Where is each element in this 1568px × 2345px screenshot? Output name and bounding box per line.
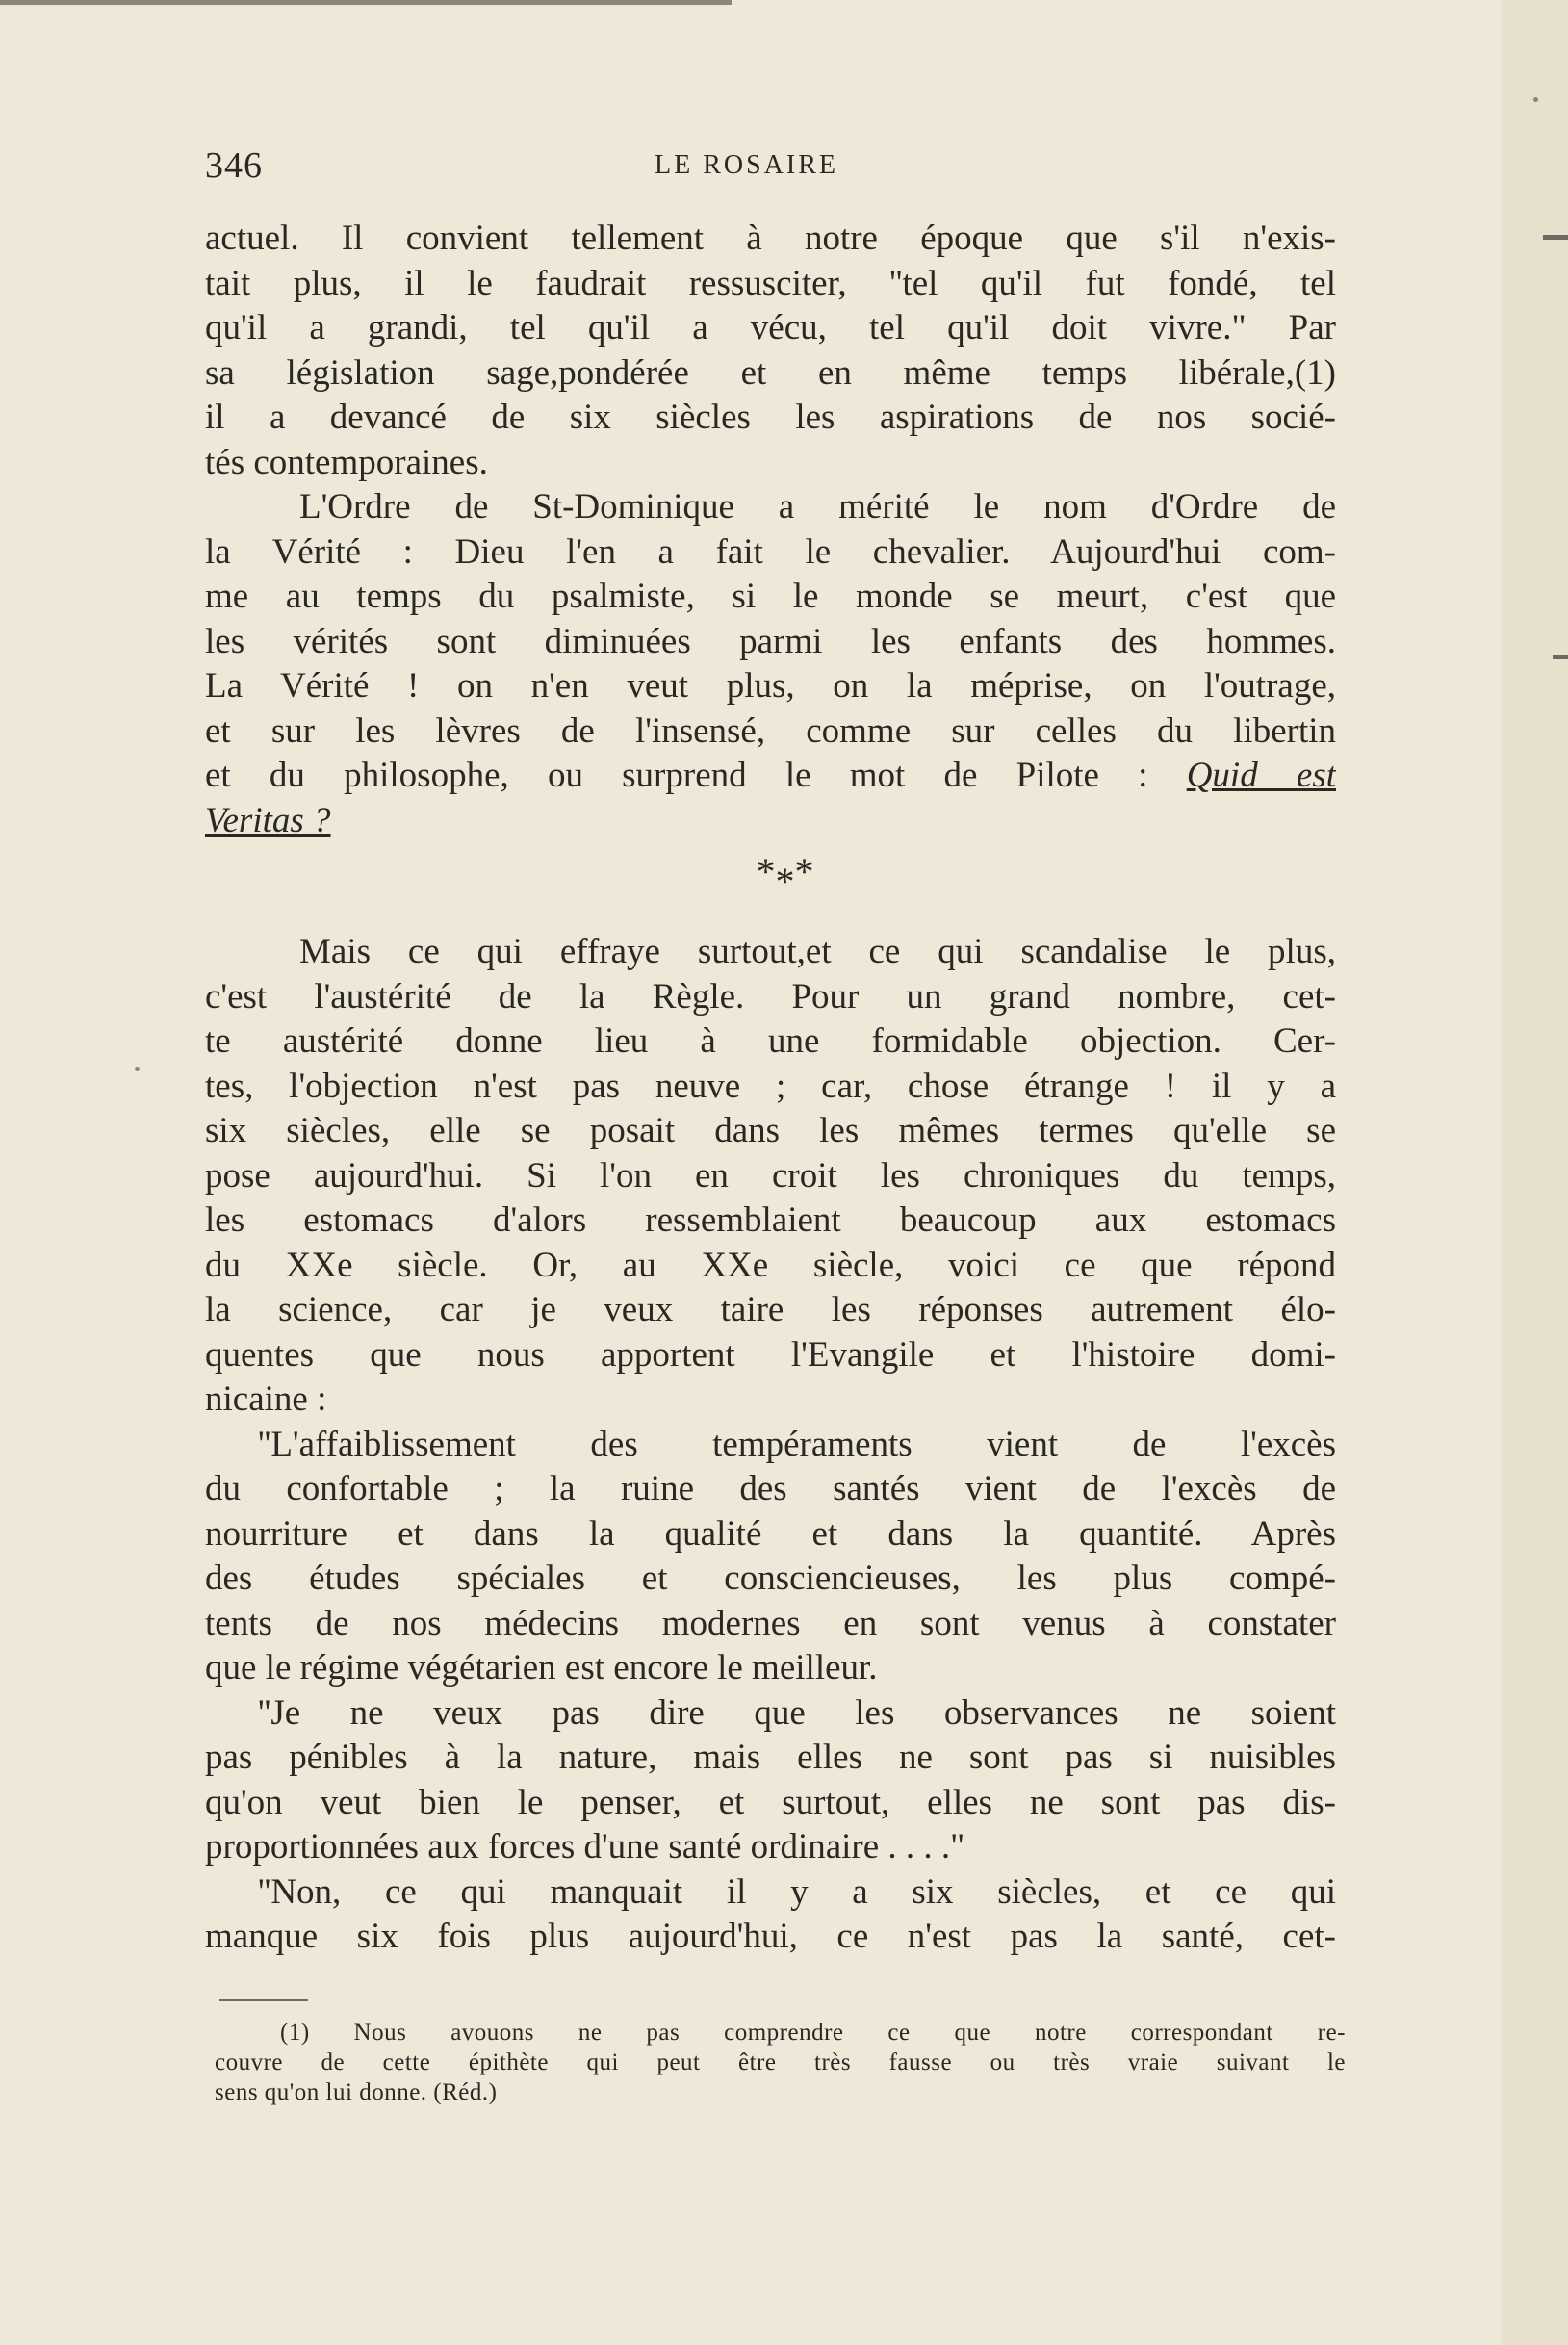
- text-line: que le régime végétarien est encore le meilleur.: [205, 1648, 878, 1688]
- text-line: pose aujourd'hui. Si l'on en croit les chroniques du temps,: [205, 1155, 1336, 1196]
- text-line: c'est l'austérité de la Règle. Pour un grand nombre, cet-: [205, 976, 1336, 1017]
- text-line: me au temps du psalmiste, si le monde se meurt, c'est que: [205, 577, 1336, 616]
- top-edge-rule: [0, 0, 732, 5]
- text-line: te austérité donne lieu à une formidable objection. Cer-: [205, 1021, 1336, 1061]
- text-line: manque six fois plus aujourd'hui, ce n'est pas la santé, cet-: [205, 1917, 1336, 1956]
- paragraph: [205, 485, 1336, 843]
- text-line: La Vérité ! on n'en veut plus, on la méprise, on l'outrage,: [205, 666, 1336, 706]
- text-line: la science, car je veux taire les réponses autrement élo-: [205, 1290, 1336, 1329]
- text-line: du XXe siècle. Or, au XXe siècle, voici ce que répond: [205, 1245, 1336, 1285]
- footnote-rule: [219, 1999, 308, 2001]
- text-line: ''L'affaiblissement des tempéraments vient de l'excès: [258, 1424, 1336, 1464]
- footnote-line: (1) Nous avouons ne pas comprendre ce que notre correspondant re-: [280, 2020, 1346, 2046]
- text-line: pas pénibles à la nature, mais elles ne sont pas si nuisibles: [205, 1738, 1336, 1777]
- text-line: L'Ordre de St-Dominique a mérité le nom d'Ordre de: [299, 487, 1336, 527]
- latin-quote: Veritas ?: [205, 800, 331, 840]
- text-line: nourriture et dans la qualité et dans la quantité. Après: [205, 1513, 1336, 1554]
- text-line: les vérités sont diminuées parmi les enfants des hommes.: [205, 621, 1336, 661]
- text-line: ''Non, ce qui manquait il y a six siècles, et ce qui: [258, 1871, 1336, 1912]
- text-line: quentes que nous apportent l'Evangile et l'histoire domi-: [205, 1334, 1336, 1375]
- text-line: et sur les lèvres de l'insensé, comme sur celles du libertin: [205, 710, 1336, 751]
- paper-speck: [135, 1067, 140, 1071]
- text-line: tents de nos médecins modernes en sont venus à constater: [205, 1603, 1336, 1643]
- text-line: Mais ce qui effraye surtout,et ce qui scandalise le plus,: [299, 932, 1336, 971]
- paragraph: [205, 217, 1336, 485]
- footnote: [215, 2018, 1346, 2107]
- text-line: ''Je ne veux pas dire que les observances ne soient: [258, 1692, 1336, 1733]
- text-line: actuel. Il convient tellement à notre époque que s'il n'exis-: [205, 219, 1336, 258]
- footnote-line: couvre de cette épithète qui peut être très fausse ou très vraie suivant le: [215, 2049, 1346, 2075]
- running-header: [205, 144, 1336, 191]
- text-line: tés contemporaines.: [205, 442, 488, 482]
- page-edge-shading: [1501, 0, 1568, 2345]
- latin-quote: Quid est: [1186, 756, 1336, 795]
- asterisk: *: [794, 850, 814, 893]
- text-line: la Vérité : Dieu l'en a fait le chevalier. Aujourd'hui com-: [205, 531, 1336, 572]
- text-line: les estomacs d'alors ressemblaient beaucoup aux estomacs: [205, 1200, 1336, 1240]
- asterisk: *: [756, 850, 776, 893]
- margin-tab-mark: [1553, 655, 1568, 659]
- text-line: il a devancé de six siècles les aspirations de nos socié-: [205, 398, 1336, 437]
- text-line: qu'on veut bien le penser, et surtout, elles ne sont pas dis-: [205, 1782, 1336, 1822]
- running-title: LE ROSAIRE: [655, 150, 838, 180]
- paragraph: [205, 1870, 1336, 1960]
- text-line: proportionnées aux forces d'une santé ordinaire . . . .": [205, 1827, 965, 1867]
- text-line: du confortable ; la ruine des santés vient de l'excès de: [205, 1469, 1336, 1508]
- text-line: [205, 799, 1336, 844]
- text-line: qu'il a grandi, tel qu'il a vécu, tel qu'il doit vivre." Par: [205, 308, 1336, 348]
- asterism-divider: [205, 843, 1336, 911]
- margin-tab-mark: [1543, 235, 1568, 240]
- text-line: [205, 754, 1336, 799]
- text-line: des études spéciales et consciencieuses, les plus compé-: [205, 1559, 1336, 1598]
- text-line: tes, l'objection n'est pas neuve ; car, chose étrange ! il y a: [205, 1066, 1336, 1106]
- paragraph: [205, 930, 1336, 1423]
- paper-speck: [1533, 97, 1538, 102]
- text-line: six siècles, elle se posait dans les mêmes termes qu'elle se: [205, 1111, 1336, 1150]
- paragraph: [205, 1423, 1336, 1691]
- text-segment: et du philosophe, ou surprend le mot de Pilote :: [205, 756, 1148, 795]
- text-line: nicaine :: [205, 1379, 327, 1419]
- body-text: [205, 217, 1336, 1960]
- asterisk: *: [775, 860, 795, 903]
- paragraph: [205, 1691, 1336, 1870]
- text-line: sa législation sage,pondérée et en même temps libérale,(1): [205, 352, 1336, 393]
- footnote-line: sens qu'on lui donne. (Réd.): [215, 2079, 498, 2105]
- section-gap: [205, 911, 1336, 930]
- text-line: tait plus, il le faudrait ressusciter, ''tel qu'il fut fondé, tel: [205, 263, 1336, 303]
- page-number: 346: [205, 145, 263, 186]
